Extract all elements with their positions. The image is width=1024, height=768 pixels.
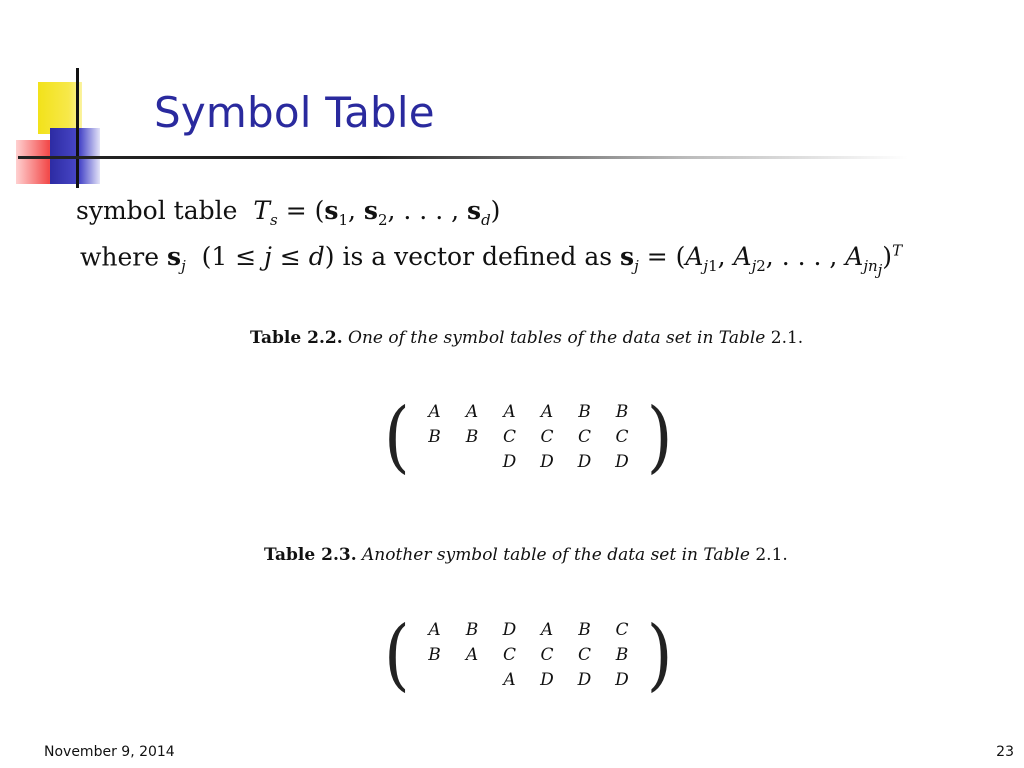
matrix-cell: C <box>615 619 629 640</box>
title-underline <box>18 156 908 159</box>
matrix-cell: A <box>428 401 441 422</box>
matrix-cell: D <box>502 619 517 640</box>
matrix-row <box>416 617 641 642</box>
table-2-3-caption <box>264 545 788 565</box>
symbol-table-2-3 <box>384 608 673 700</box>
matrix-row <box>416 642 641 667</box>
table-2-3-label: Table 2.3. <box>264 545 357 565</box>
matrix-cell: C <box>502 426 516 447</box>
table-2-3-caption-text: Another symbol table of the data set in Table <box>362 545 750 565</box>
matrix-cell: A <box>465 401 479 422</box>
footer-date: November 9, 2014 <box>44 744 175 760</box>
matrix-cell: D <box>502 451 517 472</box>
matrix-cell: B <box>578 619 591 640</box>
matrix-cell: B <box>465 426 479 447</box>
left-paren: ( <box>384 390 410 482</box>
matrix-cell <box>453 449 491 474</box>
matrix-cell: C <box>615 426 629 447</box>
table-2-2-caption-text: One of the symbol tables of the data set in Table <box>348 328 766 348</box>
matrix-cell: C <box>577 644 591 665</box>
matrix-cell: D <box>615 451 629 472</box>
matrix-cell <box>416 449 454 474</box>
decor-vertical-line <box>76 68 79 188</box>
matrix-cell: D <box>615 669 629 690</box>
matrix-cell <box>453 667 491 692</box>
table-2-3-caption-ref: 2.1. <box>755 545 788 565</box>
matrix-cell: C <box>540 644 554 665</box>
symbol-table-2-2 <box>384 390 673 482</box>
matrix-cell: C <box>502 644 516 665</box>
matrix-cell: A <box>465 644 479 665</box>
definition-line-1-prefix: symbol table <box>76 196 238 225</box>
matrix-cell: D <box>577 451 592 472</box>
matrix-cell: D <box>540 669 554 690</box>
matrix-cell: B <box>615 644 629 665</box>
matrix-row <box>416 424 641 449</box>
matrix-cell: B <box>428 426 441 447</box>
matrix-row <box>416 399 641 424</box>
right-paren: ) <box>646 390 673 482</box>
definition-line-1-formula: $T_s = (s_1$, $s_2$, . . . , $s_d$) <box>253 196 501 229</box>
table-2-2-caption-ref: 2.1. <box>770 328 804 348</box>
table-2-2-label: Table 2.2. <box>250 328 343 348</box>
matrix-cell: B <box>465 619 479 640</box>
slide-title: Symbol Table <box>154 88 435 137</box>
matrix-cell: A <box>503 401 516 422</box>
definition-line-2-formula: $s_j$ (1 ≤ j ≤ d) is a vector defined as $s_j = (A_{j1}$, $A_{j2}$, . . . , $A_{jn_j})^T$ <box>167 242 903 280</box>
definition-line-1 <box>76 196 500 229</box>
definition-line-2 <box>80 242 902 279</box>
matrix-row <box>416 667 641 692</box>
matrix-cell: A <box>428 619 441 640</box>
matrix-cell: A <box>540 619 554 640</box>
matrix-row <box>416 449 641 474</box>
matrix-cell: B <box>578 401 591 422</box>
table-2-2-caption <box>250 328 803 348</box>
matrix-cell: C <box>540 426 554 447</box>
matrix-cell <box>416 667 454 692</box>
matrix-cell: B <box>615 401 629 422</box>
matrix-cell: A <box>540 401 554 422</box>
matrix-grid <box>416 399 641 474</box>
right-paren: ) <box>646 608 673 700</box>
matrix-cell: A <box>503 669 516 690</box>
matrix-cell: D <box>540 451 554 472</box>
matrix-cell: B <box>428 644 441 665</box>
matrix-grid <box>416 617 641 692</box>
matrix-cell: D <box>577 669 592 690</box>
left-paren: ( <box>384 608 410 700</box>
definition-line-2-prefix: where <box>80 242 160 272</box>
page-number: 23 <box>996 744 1014 760</box>
matrix-cell: C <box>577 426 591 447</box>
